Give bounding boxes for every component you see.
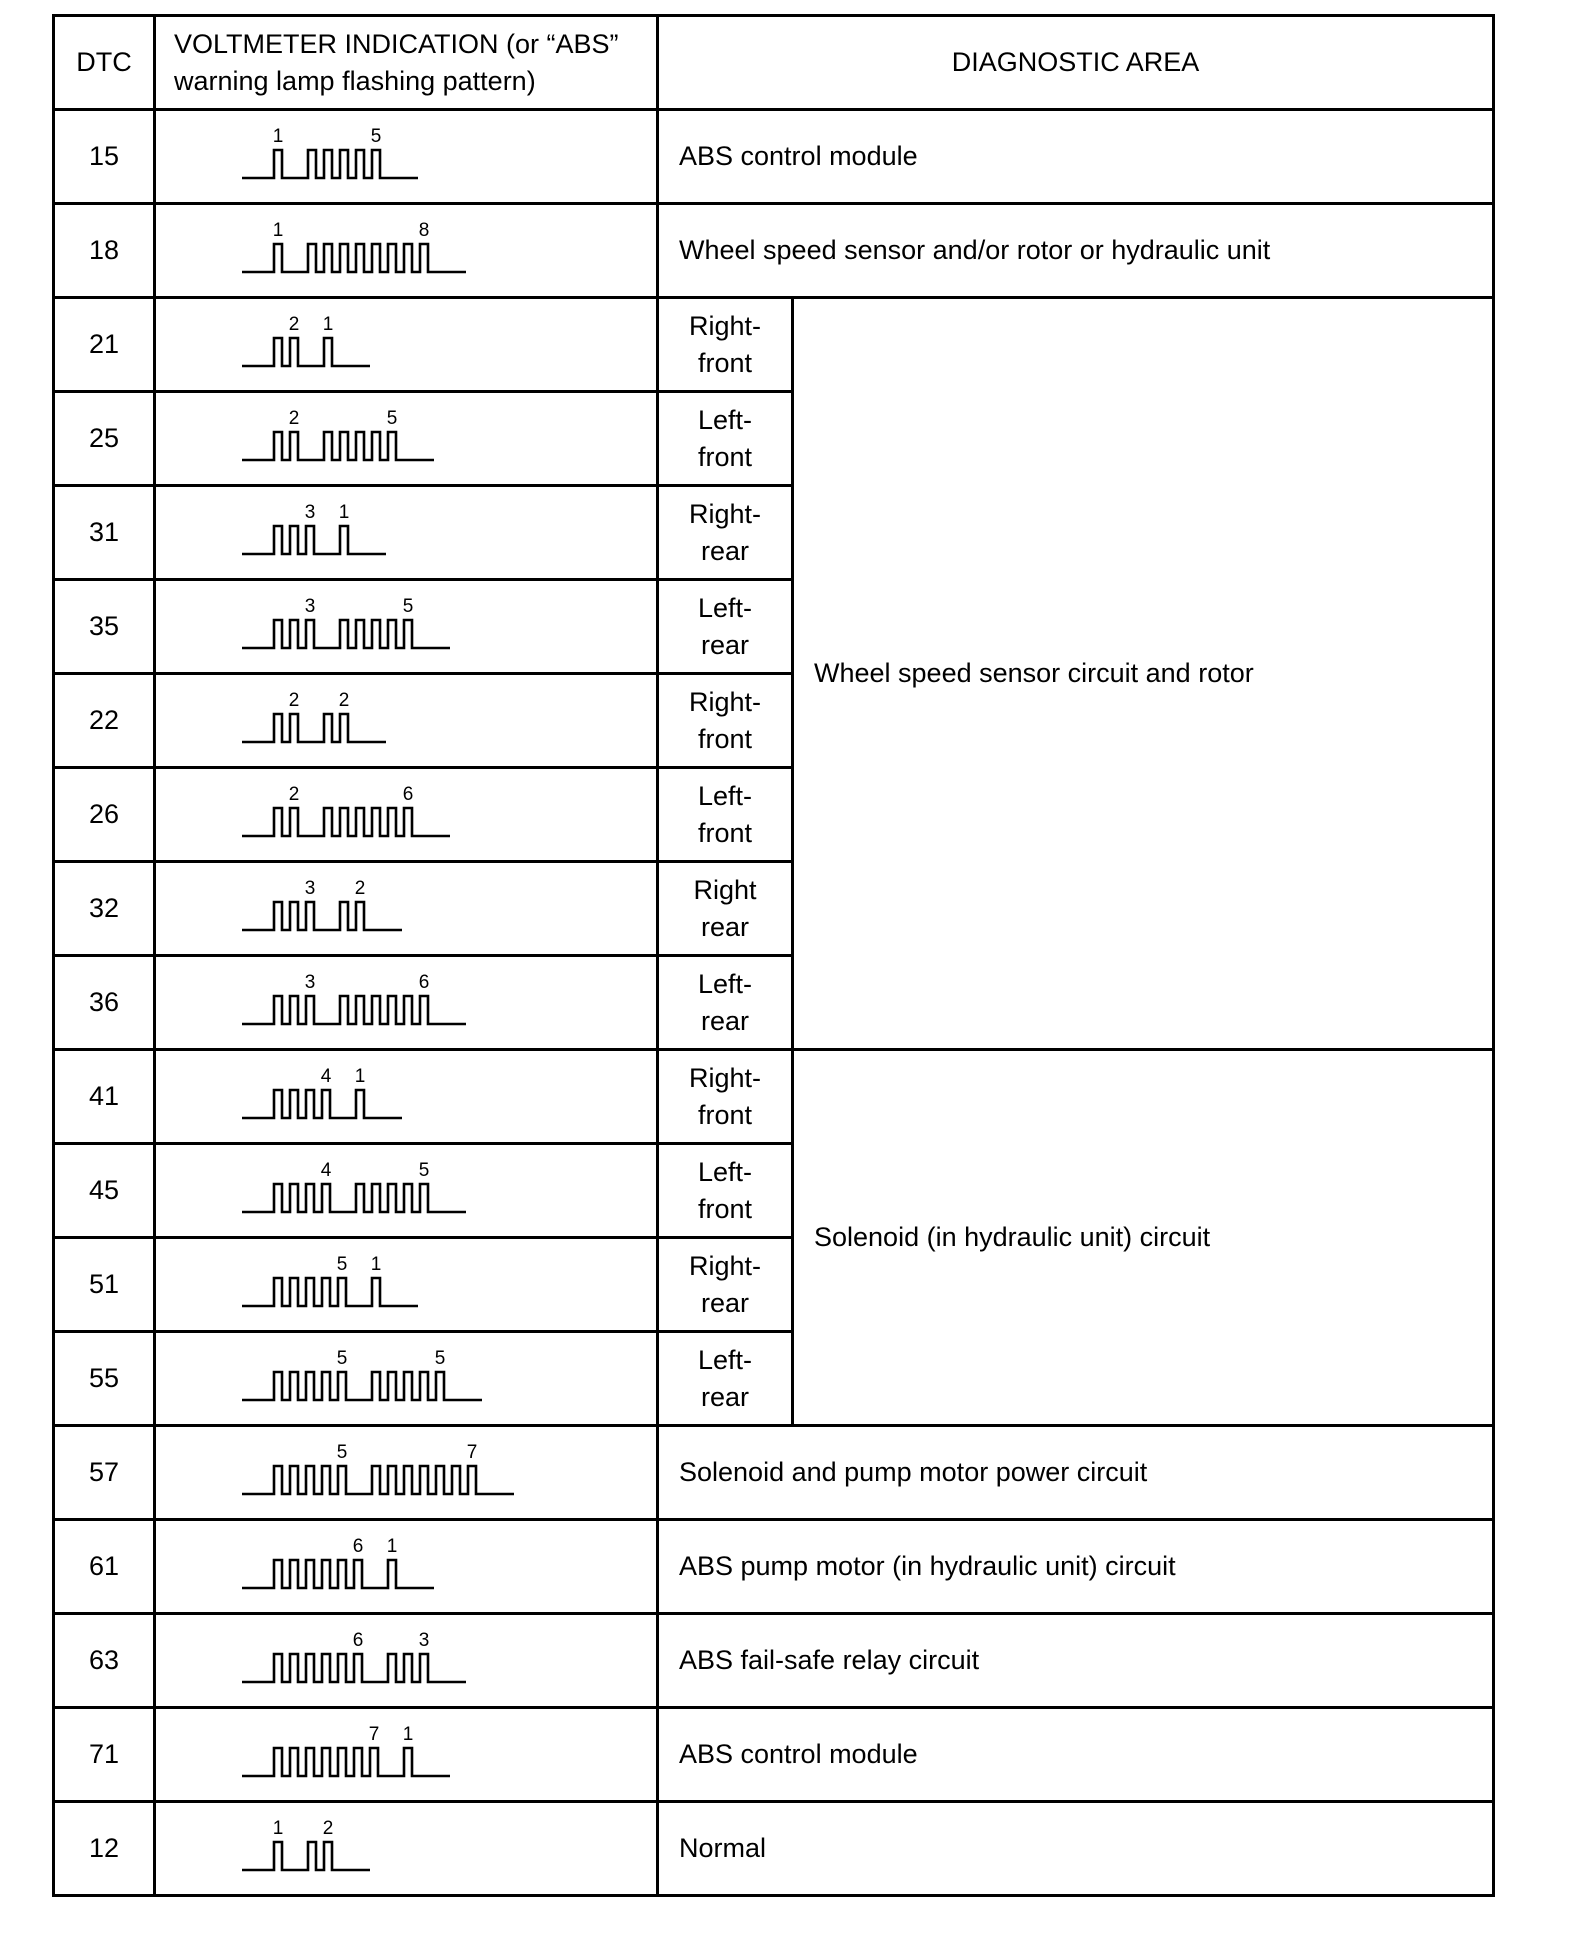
flash-pattern: [155, 486, 658, 580]
pulse-count-label: 2: [354, 877, 366, 899]
dtc-code: 71: [54, 1708, 155, 1802]
position-line2: front: [697, 441, 753, 472]
wheel-position: [658, 392, 793, 486]
table-row: [54, 1426, 1494, 1520]
pulse-count-label: 5: [418, 1159, 430, 1181]
table-row: [54, 204, 1494, 298]
diagnostic-area: ABS fail-safe relay circuit: [658, 1614, 1494, 1708]
position-line1: Left-: [697, 1344, 753, 1375]
pulse-count-label: 5: [336, 1347, 348, 1369]
pulse-count-label: 3: [418, 1629, 430, 1651]
position-line2: front: [697, 1099, 753, 1130]
group-wheel-speed-sensor: Wheel speed sensor circuit and rotor: [793, 298, 1494, 1050]
pulse-count-label: 5: [370, 125, 382, 147]
pulse-count-label: 4: [320, 1159, 332, 1181]
group-solenoid-circuit: Solenoid (in hydraulic unit) circuit: [793, 1050, 1494, 1426]
pulse-train: [242, 714, 386, 742]
flash-pattern: [155, 674, 658, 768]
flash-pattern-waveform: [156, 302, 636, 388]
position-line2: front: [697, 817, 753, 848]
flash-pattern-waveform: [156, 1148, 636, 1234]
flash-pattern: [155, 392, 658, 486]
dtc-code: 51: [54, 1238, 155, 1332]
flash-pattern: [155, 580, 658, 674]
wheel-position: [658, 486, 793, 580]
pulse-count-label: 3: [304, 877, 316, 899]
position-line1: Left-: [697, 404, 753, 435]
flash-pattern-waveform: [156, 1806, 636, 1892]
position-line2: rear: [700, 535, 749, 566]
pulse-count-label: 5: [434, 1347, 446, 1369]
position-line1: Right: [693, 874, 757, 905]
header-voltmeter-line1: VOLTMETER INDICATION (or “ABS”: [174, 28, 619, 59]
dtc-code: 25: [54, 392, 155, 486]
wheel-position: [658, 862, 793, 956]
dtc-code: 26: [54, 768, 155, 862]
pulse-train: [242, 1654, 466, 1682]
flash-pattern: [155, 1802, 658, 1896]
position-line2: rear: [700, 1005, 749, 1036]
position-line1: Right-: [688, 310, 762, 341]
flash-pattern-waveform: [156, 1618, 636, 1704]
pulse-count-label: 1: [402, 1723, 414, 1745]
pulse-train: [242, 996, 466, 1024]
flash-pattern: [155, 956, 658, 1050]
position-line2: rear: [700, 1287, 749, 1318]
position-line2: rear: [700, 1381, 749, 1412]
pulse-train: [242, 338, 370, 366]
flash-pattern-waveform: [156, 772, 636, 858]
flash-pattern-waveform: [156, 208, 636, 294]
flash-pattern: [155, 1238, 658, 1332]
position-line1: Left-: [697, 592, 753, 623]
header-diagnostic-area: DIAGNOSTIC AREA: [658, 16, 1494, 110]
dtc-table: [52, 14, 1495, 1897]
diagnostic-area: ABS pump motor (in hydraulic unit) circuit: [658, 1520, 1494, 1614]
pulse-count-label: 2: [288, 313, 300, 335]
flash-pattern: [155, 1426, 658, 1520]
pulse-train: [242, 1184, 466, 1212]
flash-pattern: [155, 1708, 658, 1802]
flash-pattern: [155, 110, 658, 204]
table-row: [54, 298, 1494, 392]
pulse-train: [242, 808, 450, 836]
dtc-code: 18: [54, 204, 155, 298]
header-row: [54, 16, 1494, 110]
pulse-train: [242, 1090, 402, 1118]
pulse-train: [242, 432, 434, 460]
pulse-count-label: 1: [354, 1065, 366, 1087]
pulse-train: [242, 1748, 450, 1776]
header-voltmeter-indication: [155, 16, 658, 110]
wheel-position: [658, 1332, 793, 1426]
position-line2: front: [697, 1193, 753, 1224]
pulse-count-label: 4: [320, 1065, 332, 1087]
wheel-position: [658, 1238, 793, 1332]
pulse-count-label: 3: [304, 595, 316, 617]
dtc-code: 32: [54, 862, 155, 956]
header-voltmeter-line2: warning lamp flashing pattern): [174, 65, 536, 96]
pulse-train: [242, 1278, 418, 1306]
flash-pattern-waveform: [156, 1430, 636, 1516]
pulse-count-label: 8: [418, 219, 430, 241]
wheel-position: [658, 298, 793, 392]
wheel-position: [658, 768, 793, 862]
pulse-count-label: 2: [288, 407, 300, 429]
pulse-count-label: 3: [304, 501, 316, 523]
pulse-count-label: 3: [304, 971, 316, 993]
dtc-code: 36: [54, 956, 155, 1050]
pulse-count-label: 7: [466, 1441, 478, 1463]
diagnostic-area: Solenoid and pump motor power circuit: [658, 1426, 1494, 1520]
flash-pattern-waveform: [156, 114, 636, 200]
dtc-code: 21: [54, 298, 155, 392]
pulse-count-label: 6: [352, 1535, 364, 1557]
pulse-train: [242, 1372, 482, 1400]
wheel-position: [658, 580, 793, 674]
wheel-position: [658, 1050, 793, 1144]
flash-pattern: [155, 298, 658, 392]
flash-pattern-waveform: [156, 1712, 636, 1798]
flash-pattern-waveform: [156, 584, 636, 670]
pulse-count-label: 1: [386, 1535, 398, 1557]
dtc-code: 22: [54, 674, 155, 768]
pulse-count-label: 1: [322, 313, 334, 335]
wheel-position: [658, 674, 793, 768]
pulse-count-label: 5: [336, 1253, 348, 1275]
pulse-count-label: 1: [272, 1817, 284, 1839]
dtc-code: 61: [54, 1520, 155, 1614]
position-line2: front: [697, 347, 753, 378]
flash-pattern: [155, 204, 658, 298]
pulse-count-label: 2: [288, 783, 300, 805]
pulse-count-label: 5: [336, 1441, 348, 1463]
position-line1: Left-: [697, 968, 753, 999]
wheel-position: [658, 1144, 793, 1238]
position-line1: Left-: [697, 1156, 753, 1187]
dtc-code: 15: [54, 110, 155, 204]
flash-pattern: [155, 1520, 658, 1614]
pulse-train: [242, 1466, 514, 1494]
dtc-code: 41: [54, 1050, 155, 1144]
wheel-position: [658, 956, 793, 1050]
pulse-count-label: 2: [338, 689, 350, 711]
position-line1: Right-: [688, 498, 762, 529]
flash-pattern: [155, 1144, 658, 1238]
flash-pattern-waveform: [156, 490, 636, 576]
pulse-train: [242, 1842, 370, 1870]
pulse-train: [242, 150, 418, 178]
position-line1: Right-: [688, 686, 762, 717]
pulse-count-label: 6: [418, 971, 430, 993]
diagnostic-area: Normal: [658, 1802, 1494, 1896]
pulse-count-label: 5: [402, 595, 414, 617]
table-row: [54, 1520, 1494, 1614]
table-row: [54, 1708, 1494, 1802]
pulse-count-label: 7: [368, 1723, 380, 1745]
pulse-count-label: 6: [352, 1629, 364, 1651]
flash-pattern: [155, 768, 658, 862]
diagnostic-area: Wheel speed sensor and/or rotor or hydraulic unit: [658, 204, 1494, 298]
dtc-code: 12: [54, 1802, 155, 1896]
table-row: [54, 110, 1494, 204]
pulse-train: [242, 526, 386, 554]
flash-pattern: [155, 1332, 658, 1426]
flash-pattern: [155, 1614, 658, 1708]
pulse-count-label: 1: [338, 501, 350, 523]
pulse-count-label: 1: [272, 219, 284, 241]
flash-pattern-waveform: [156, 396, 636, 482]
flash-pattern-waveform: [156, 960, 636, 1046]
dtc-code: 31: [54, 486, 155, 580]
dtc-code: 35: [54, 580, 155, 674]
pulse-train: [242, 620, 450, 648]
pulse-count-label: 2: [322, 1817, 334, 1839]
pulse-train: [242, 1560, 434, 1588]
dtc-code: 45: [54, 1144, 155, 1238]
position-line2: front: [697, 723, 753, 754]
dtc-code: 57: [54, 1426, 155, 1520]
position-line1: Right-: [688, 1062, 762, 1093]
table-row: [54, 1050, 1494, 1144]
flash-pattern-waveform: [156, 1336, 636, 1422]
pulse-count-label: 1: [370, 1253, 382, 1275]
position-line1: Left-: [697, 780, 753, 811]
diagnostic-area: ABS control module: [658, 110, 1494, 204]
table-row: [54, 1802, 1494, 1896]
dtc-code: 63: [54, 1614, 155, 1708]
pulse-train: [242, 244, 466, 272]
pulse-count-label: 2: [288, 689, 300, 711]
flash-pattern-waveform: [156, 866, 636, 952]
flash-pattern-waveform: [156, 1054, 636, 1140]
pulse-train: [242, 902, 402, 930]
flash-pattern-waveform: [156, 678, 636, 764]
header-dtc: DTC: [54, 16, 155, 110]
pulse-count-label: 1: [272, 125, 284, 147]
flash-pattern-waveform: [156, 1242, 636, 1328]
pulse-count-label: 5: [386, 407, 398, 429]
pulse-count-label: 6: [402, 783, 414, 805]
position-line2: rear: [700, 911, 749, 942]
table-row: [54, 1614, 1494, 1708]
diagnostic-area: ABS control module: [658, 1708, 1494, 1802]
flash-pattern: [155, 862, 658, 956]
flash-pattern-waveform: [156, 1524, 636, 1610]
position-line1: Right-: [688, 1250, 762, 1281]
position-line2: rear: [700, 629, 749, 660]
flash-pattern: [155, 1050, 658, 1144]
dtc-code: 55: [54, 1332, 155, 1426]
